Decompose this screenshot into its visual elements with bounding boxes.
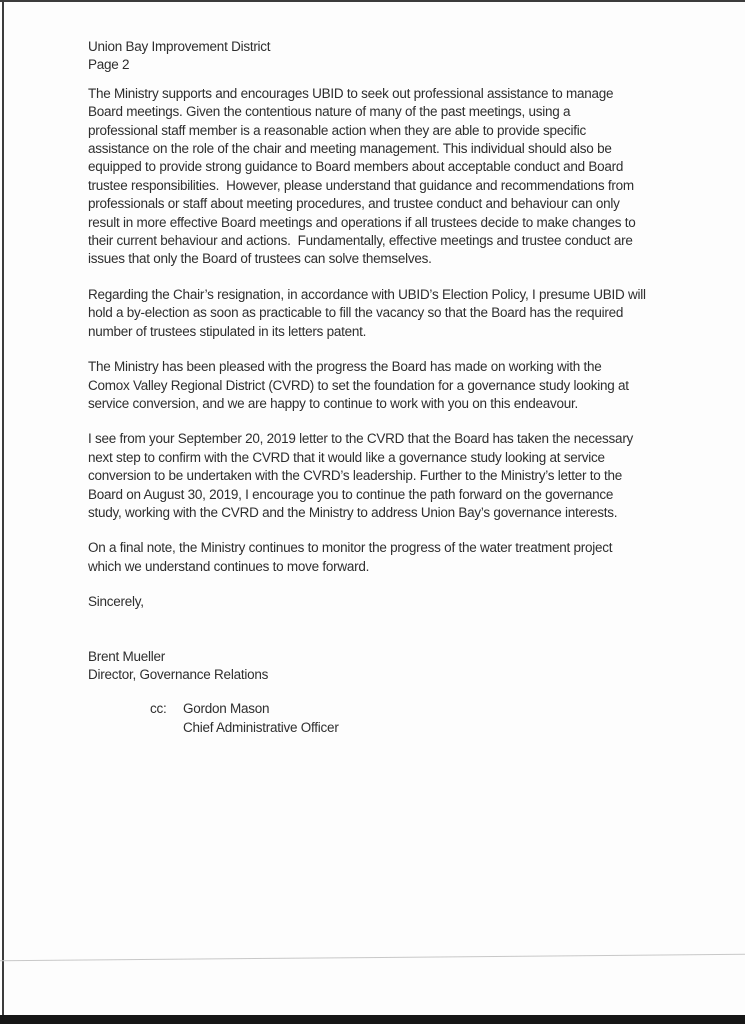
letterhead-organization: Union Bay Improvement District [88, 39, 271, 54]
page-bottom-edge-line [0, 954, 745, 962]
body-paragraph-meeting-assistance: The Ministry supports and encourages UBID to seek out professional assistance to manage Board meetings. Given the contentious nature of many of the past meetings, using a professional staff member is a reasonable action when they are able to provide specific assistance on the role of the chair and meeting management. This individual should also be equipped to provide strong guidance to Board members about acceptable conduct and Board trustee responsibilities. However, please understand that guidance and recommendations from professionals or staff about meeting procedures, and trustee conduct and behaviour can only result in more effective Board meetings and operations if all trustees decide to make changes to their current behaviour and actions. Fundamentally, effective meetings and trustee conduct are issues that only the Board of trustees can solve themselves. [88, 85, 636, 267]
signature-block [88, 648, 733, 685]
body-paragraph-cvrd-progress: The Ministry has been pleased with the progress the Board has made on working with the Comox Valley Regional District (CVRD) to set the foundation for a governance study looking at service conversion, and we are happy to continue to work with you on this endeavour. [88, 359, 629, 411]
closing-salutation: Sincerely, [88, 594, 144, 610]
cc-title: Chief Administrative Officer [183, 719, 339, 735]
cc-name: Gordon Mason [183, 701, 270, 717]
signer-title: Director, Governance Relations [88, 666, 269, 682]
body-paragraph-chair-resignation: Regarding the Chair’s resignation, in accordance with UBID’s Election Policy, I presume UBID will hold a by-election as soon as practicable to fill the vacancy so that the Board has the required number of trustees stipulated in its letters patent. [88, 286, 646, 339]
letter-content [88, 38, 733, 737]
page-number: Page 2 [88, 57, 130, 73]
scanner-edge-left [2, 0, 4, 1024]
signer-name: Brent Mueller [88, 648, 166, 664]
cc-recipient [183, 700, 339, 737]
body-paragraph-governance-study: I see from your September 20, 2019 letter to the CVRD that the Board has taken the necessary next step to confirm with the CVRD that it would like a governance study looking at service conversion to be undertaken with the CVRD’s leadership. Further to the Ministry’s letter to the Board on August 30, 2019, I encourage you to continue the path forward on the governance study, working with the CVRD and the Ministry to address Union Bay’s governance interests. [88, 431, 634, 520]
body-paragraph-water-treatment: On a final note, the Ministry continues to monitor the progress of the water treatment project which we understand continues to move forward. [88, 540, 613, 574]
scanner-edge-top [0, 0, 745, 2]
cc-block [88, 700, 733, 737]
cc-label: cc: [150, 701, 167, 717]
letterhead [88, 38, 733, 75]
scanner-bottom-band [0, 1015, 745, 1024]
